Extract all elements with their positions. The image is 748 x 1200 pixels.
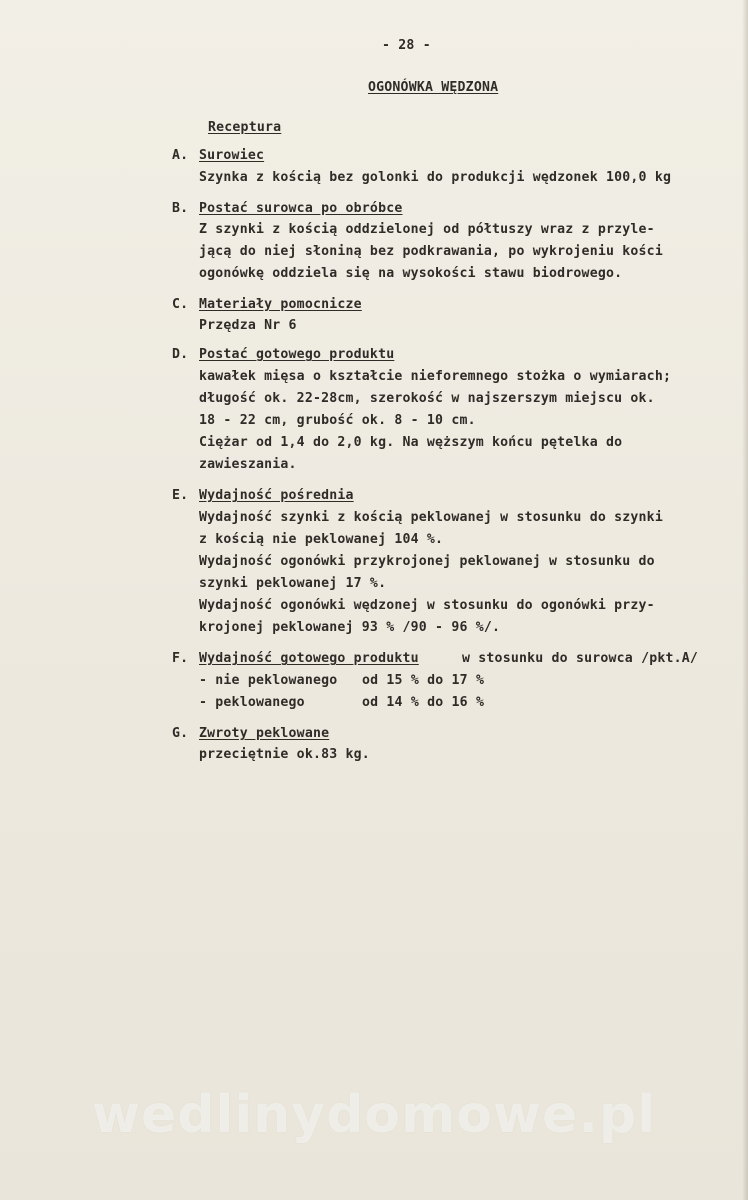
section-c-letter: C.: [172, 297, 189, 312]
section-d-letter: D.: [172, 347, 189, 362]
watermark: wedlinydomowe.pl: [91, 1085, 657, 1145]
section-f-letter: F.: [172, 651, 189, 666]
section-d-heading: Postać gotowego produktu: [199, 347, 395, 362]
section-g-line-1: przeciętnie ok.83 kg.: [199, 747, 370, 762]
section-e-letter: E.: [172, 488, 189, 503]
section-g-heading: Zwroty peklowane: [199, 726, 330, 741]
section-d-line-4: Ciężar od 1,4 do 2,0 kg. Na węższym końcu pętelka do: [199, 435, 623, 450]
section-a-heading: Surowiec: [199, 148, 265, 163]
section-d-line-5: zawieszania.: [199, 457, 297, 472]
section-e-heading: Wydajność pośrednia: [199, 488, 354, 503]
section-b-line-1: Z szynki z kością oddzielonej od półtuszy wraz z przyle-: [199, 222, 655, 237]
page-number: - 28 -: [382, 38, 431, 53]
section-a-line-1: Szynka z kością bez golonki do produkcji wędzonek 100,0 kg: [199, 170, 672, 185]
document-title: OGONÓWKA WĘDZONA: [368, 80, 499, 95]
section-e-line-3: Wydajność ogonówki przykrojonej peklowanej w stosunku do: [199, 554, 655, 569]
page-edge-shadow: [742, 0, 748, 1200]
section-e-line-2: z kością nie peklowanej 104 %.: [199, 532, 444, 547]
section-e-line-6: krojonej peklowanej 93 % /90 - 96 %/.: [199, 620, 501, 635]
section-a-letter: A.: [172, 148, 189, 163]
section-d-line-1: kawałek mięsa o kształcie nieforemnego stożka o wymiarach;: [199, 369, 672, 384]
receptura-label: Receptura: [208, 120, 282, 135]
section-b-heading: Postać surowca po obróbce: [199, 201, 403, 216]
section-f-heading-suffix: w stosunku do surowca /pkt.A/: [462, 651, 699, 666]
section-d-line-3: 18 - 22 cm, grubość ok. 8 - 10 cm.: [199, 413, 476, 428]
section-b-line-3: ogonówkę oddziela się na wysokości stawu biodrowego.: [199, 266, 623, 281]
section-d-line-2: długość ok. 22-28cm, szerokość w najszerszym miejscu ok.: [199, 391, 655, 406]
section-e-line-1: Wydajność szynki z kością peklowanej w stosunku do szynki: [199, 510, 663, 525]
section-b-line-2: jącą do niej słoniną bez podkrawania, po wykrojeniu kości: [199, 244, 663, 259]
section-c-line-1: Przędza Nr 6: [199, 318, 297, 333]
section-e-line-4: szynki peklowanej 17 %.: [199, 576, 387, 591]
section-f-item-1-value: od 15 % do 17 %: [362, 673, 485, 688]
section-g-letter: G.: [172, 726, 189, 741]
section-f-item-2-label: - peklowanego: [199, 695, 305, 710]
section-c-heading: Materiały pomocnicze: [199, 297, 362, 312]
section-f-item-2-value: od 14 % do 16 %: [362, 695, 485, 710]
section-f-heading: Wydajność gotowego produktu: [199, 651, 419, 666]
section-f-item-1-label: - nie peklowanego: [199, 673, 338, 688]
section-e-line-5: Wydajność ogonówki wędzonej w stosunku do ogonówki przy-: [199, 598, 655, 613]
section-b-letter: B.: [172, 201, 189, 216]
